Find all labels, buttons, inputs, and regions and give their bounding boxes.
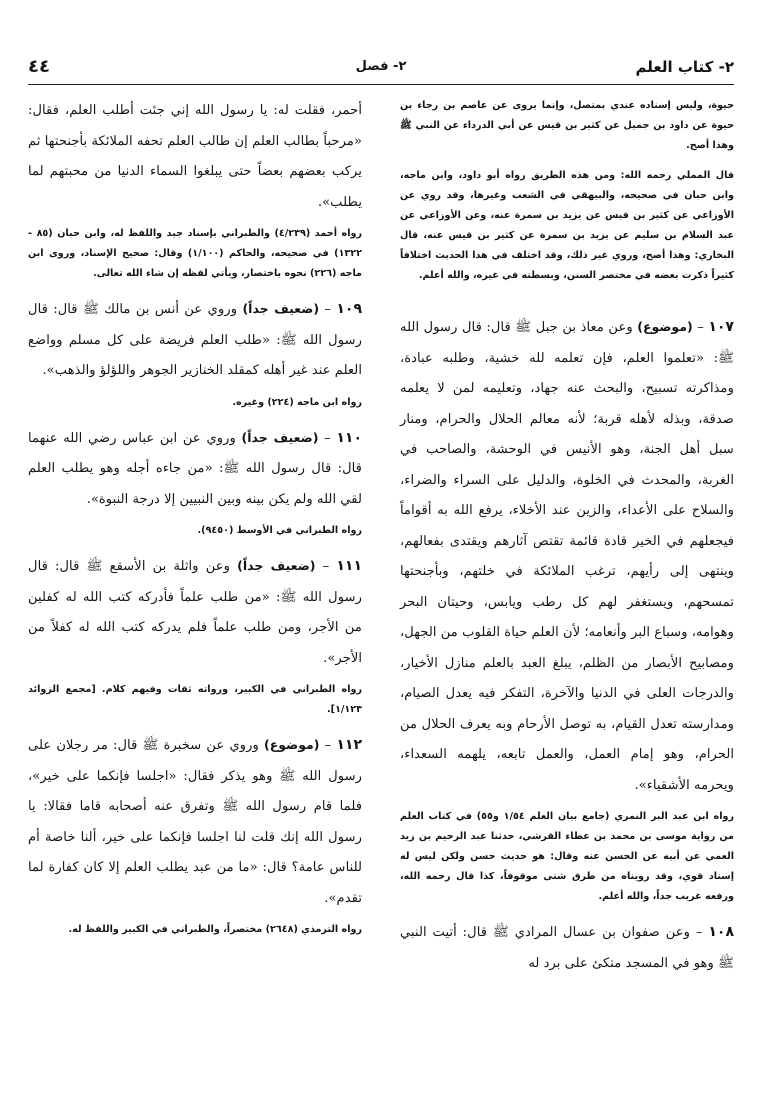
hadith-text: وروي عن ابن عباس رضي الله عنهما قال: قال رسول الله ﷺ: «من جاءه أجله وهو يطلب العلم لقي الله ولم يكن بينه وبين النبيين إلا درجة النبوة». [28, 430, 362, 507]
hadith-text: وروي عن سخبرة ﷺ قال: مر رجلان على رسول الله ﷺ وهو يذكر فقال: «اجلسا فإنكما على خير»، فلما قام رسول الله ﷺ وتفرق عنه أصحابه قاما فقالا: يا رسول الله إنك قلت لنا اجلسا فإنكما على خير، ألنا خاصة أم للناس عامة؟ قال: «ما من عبد يطلب العلم إلا كان كفارة لما تقدم». [28, 738, 362, 906]
hadith-text: وروي عن أنس بن مالك ﷺ قال: قال رسول الله ﷺ: «طلب العلم فريضة على كل مسلم وواضع العلم عند غير أهله كمقلد الخنازير الجوهر واللؤلؤ والذهب». [28, 302, 362, 378]
hadith-source: رواه ابن ماجه (٢٢٤) وغيره. [232, 396, 362, 408]
page-header [28, 56, 734, 82]
hadith-109: ١٠٩ – (ضعيف جداً) وروي عن أنس بن مالك ﷺ قال: قال رسول الله ﷺ: «طلب العلم فريضة على كل مسلم وواضع العلم عند غير أهله كمقلد الخنازير الجوهر واللؤلؤ والذهب». [28, 301, 362, 378]
book-chapter-title: ٢- كتاب العلم [635, 58, 734, 76]
header-divider [28, 84, 734, 85]
hadith-number: ١١٠ [336, 429, 362, 446]
hadith-107: ١٠٧ – (موضوع) وعن معاذ بن جبل ﷺ قال: قال رسول الله ﷺ: «تعلموا العلم، فإن تعلمه لله خشية، وطلبه عبادة، ومذاكرته تسبيح، والبحث عنه جهاد، وتعليمه لمن لا يعلمه صدقة، وبذله لأهله قربة؛ لأنه معالم الحلال والحرام، ومنار سبل أهل الجنة، وهو الأنيس في الوحشة، والصاحب في الغربة، والمحدث في الخلوة، والدليل على السراء والضراء، والسلاح على الأعداء، والزين عند الأخلاء، يرفع الله به أقواماً فيجعلهم في الخير قادة قائمة تقتص آثارهم ويقتدى بفعالهم، وينتهى إلى رأيهم، ترغب الملائكة في خلتهم، وبأجنحتها تمسحهم، ويستغفر لهم كل رطب ويابس، وحيتان البحر وهوامه، وسباع البر وأنعامه؛ لأن العلم حياة القلوب من الجهل، ومصابيح الأبصار من الظلم، يبلغ العبد بالعلم منازل الأخيار، والدرجات العلى في الدنيا والآخرة، التفكر فيه يعدل الصيام، ومدارسته تعدل القيام، به توصل الأرحام وبه يعرف الحلال من الحرام، وهو إمام العمل، والعمل تابعه، يلهمه السعداء، ويحرمه الأشقياء». [400, 319, 734, 793]
hadith-111: ١١١ – (ضعيف جداً) وعن واثلة بن الأسقع ﷺ قال: قال رسول الله ﷺ: «من طلب علماً فأدركه كتب الله له كفلين من الأجر، ومن طلب علماً فلم يدركه كتب الله له كفلاً من الأجر». [28, 558, 362, 666]
hadith-source: رواه الطبراني في الكبير، ورواته ثقات وفيهم كلام. [مجمع الزوائد ١/١٢٣]. [28, 684, 362, 715]
spacer [400, 296, 734, 312]
commentary-note: حيوة، وليس إسناده عندي بمتصل، وإنما يروى عن عاصم بن رجاء بن حيوة عن داود بن جميل عن كثير بن قيس عن أبي الدرداء عن النبي ﷺ وهذا أصح. [400, 100, 734, 151]
hadith-grade: (ضعيف جداً) [242, 301, 320, 316]
hadith-number: ١٠٨ [708, 924, 734, 940]
hadith-source: رواه أحمد (٤/٢٣٩) والطبراني بإسناد جيد واللفظ له، وابن حبان (٨٥ - ١٣٢٢) في صحيحه، والحاكم (١/١٠٠) وقال: صحيح الإسناد، وروى ابن ماجه (٢٢٦) نحوه باختصار، ويأتي لفظه إن شاء الله تعالى. [28, 228, 362, 279]
hadith-grade: (ضعيف جداً) [241, 429, 319, 445]
hadith-number: ١٠٧ [708, 319, 734, 335]
left-column [28, 96, 362, 935]
hadith-grade: (موضوع) [264, 737, 320, 752]
page-number: ٤٤ [28, 56, 50, 77]
hadith-source: رواه الترمذي (٢٦٤٨) مختصراً، والطبراني في الكبير واللفظ له. [68, 924, 362, 935]
hadith-text: وعن معاذ بن جبل ﷺ قال: قال رسول الله ﷺ: «تعلموا العلم، فإن تعلمه لله خشية، وطلبه عبادة، ومذاكرته تسبيح، والبحث عنه جهاد، وتعليمه لمن لا يعلمه صدقة، وبذله لأهله قربة؛ لأنه معالم الحلال والحرام، ومنار سبل أهل الجنة، وهو الأنيس في الوحشة، والصاحب في الغربة، والمحدث في الخلوة، والدليل على السراء والضراء، والسلاح على الأعداء، والزين عند الأخلاء، يرفع الله به أقواماً فيجعلهم في الخير قادة قائمة تقتص آثارهم ويقتدى بفعالهم، وينتهى إلى رأيهم، ترغب الملائكة في خلتهم، وبأجنحتها تمسحهم، ويستغفر لهم كل رطب ويابس، وحيتان البحر وهوامه، وسباع البر وأنعامه؛ لأن العلم حياة القلوب من الجهل، ومصابيح الأبصار من الظلم، يبلغ العبد بالعلم منازل الأخيار، والدرجات العلى في الدنيا والآخرة، التفكر فيه يعدل الصيام، ومدارسته تعدل القيام، به توصل الأرحام وبه يعرف الحلال من الحرام، وهو إمام العمل، والعمل تابعه، يلهمه السعداء، ويحرمه الأشقياء». [400, 320, 734, 793]
hadith-source: رواه الطبراني في الأوسط (٩٤٥٠). [197, 525, 362, 536]
hadith-grade: (موضوع) [637, 319, 693, 334]
hadith-text: وعن صفوان بن عسال المرادي ﷺ قال: أتيت النبي ﷺ وهو في المسجد متكئ على برد له [400, 925, 734, 971]
right-column [400, 96, 734, 1086]
section-title: ٢- فصل [355, 59, 407, 74]
hadith-number: ١١١ [336, 558, 362, 574]
hadith-grade: (ضعيف جداً) [237, 558, 316, 573]
hadith-text: وعن واثلة بن الأسقع ﷺ قال: قال رسول الله ﷺ: «من طلب علماً فأدركه كتب الله له كفلين من الأجر، ومن طلب علماً فلم يدركه كتب الله له كفلاً من الأجر». [28, 559, 362, 666]
commentary-note: قال المملي رحمه الله: ومن هذه الطريق رواه أبو داود، وابن ماجه، وابن حبان في صحيحه، والبيهقي في الشعب وغيرها، وقد روي عن الأوزاعي عن كثير بن قيس عن يزيد بن سمرة عنه، وعن الأوزاعي عن عبد السلام بن سليم عن يزيد بن سمرة عن كثير بن قيس عنه، قال البخاري: وهذا أصح، وروي غير ذلك، وقد اختلف في هذا الحديث اختلافاً كثيراً ذكرت بعضه في مختصر السنن، وبسطته في غيره، والله أعلم. [400, 170, 734, 281]
hadith-number: ١١٢ [336, 737, 362, 753]
hadith-continuation: أحمر، فقلت له: يا رسول الله إني جئت أطلب العلم، فقال: «مرحباً بطالب العلم إن طالب العلم تحفه الملائكة بأجنحتها ثم يركب بعضهم بعضاً حتى يبلغوا السماء الدنيا من محبتهم لما يطلب». [28, 103, 362, 210]
hadith-source: رواه ابن عبد البر النمري (جامع بيان العلم ١/٥٤ و٥٥) في كتاب العلم من رواية موسى بن محمد بن عطاء القرشي، حدثنا عبد الرحيم بن زيد العمي عن أبيه عن الحسن عنه وقال: هو حديث حسن ولكن ليس له إسناد قوي، وقد رويناه من طرق شتى موقوفاً، كذا قال رحمه الله، ورفعه غريب جداً، والله أعلم. [400, 811, 734, 902]
hadith-110: ١١٠ – (ضعيف جداً) وروي عن ابن عباس رضي الله عنهما قال: قال رسول الله ﷺ: «من جاءه أجله وهو يطلب العلم لقي الله ولم يكن بينه وبين النبيين إلا درجة النبوة». [28, 429, 362, 507]
hadith-108: ١٠٨ – وعن صفوان بن عسال المرادي ﷺ قال: أتيت النبي ﷺ وهو في المسجد متكئ على برد له [400, 924, 734, 971]
hadith-number: ١٠٩ [336, 301, 362, 317]
hadith-112: ١١٢ – (موضوع) وروي عن سخبرة ﷺ قال: مر رجلان على رسول الله ﷺ وهو يذكر فقال: «اجلسا فإنكما على خير»، فلما قام رسول الله ﷺ وتفرق عنه أصحابه قاما فقالا: يا رسول الله إنك قلت لنا اجلسا فإنكما على خير، ألنا خاصة أم للناس عامة؟ قال: «ما من عبد يطلب العلم إلا كان كفارة لما تقدم». [28, 737, 362, 906]
